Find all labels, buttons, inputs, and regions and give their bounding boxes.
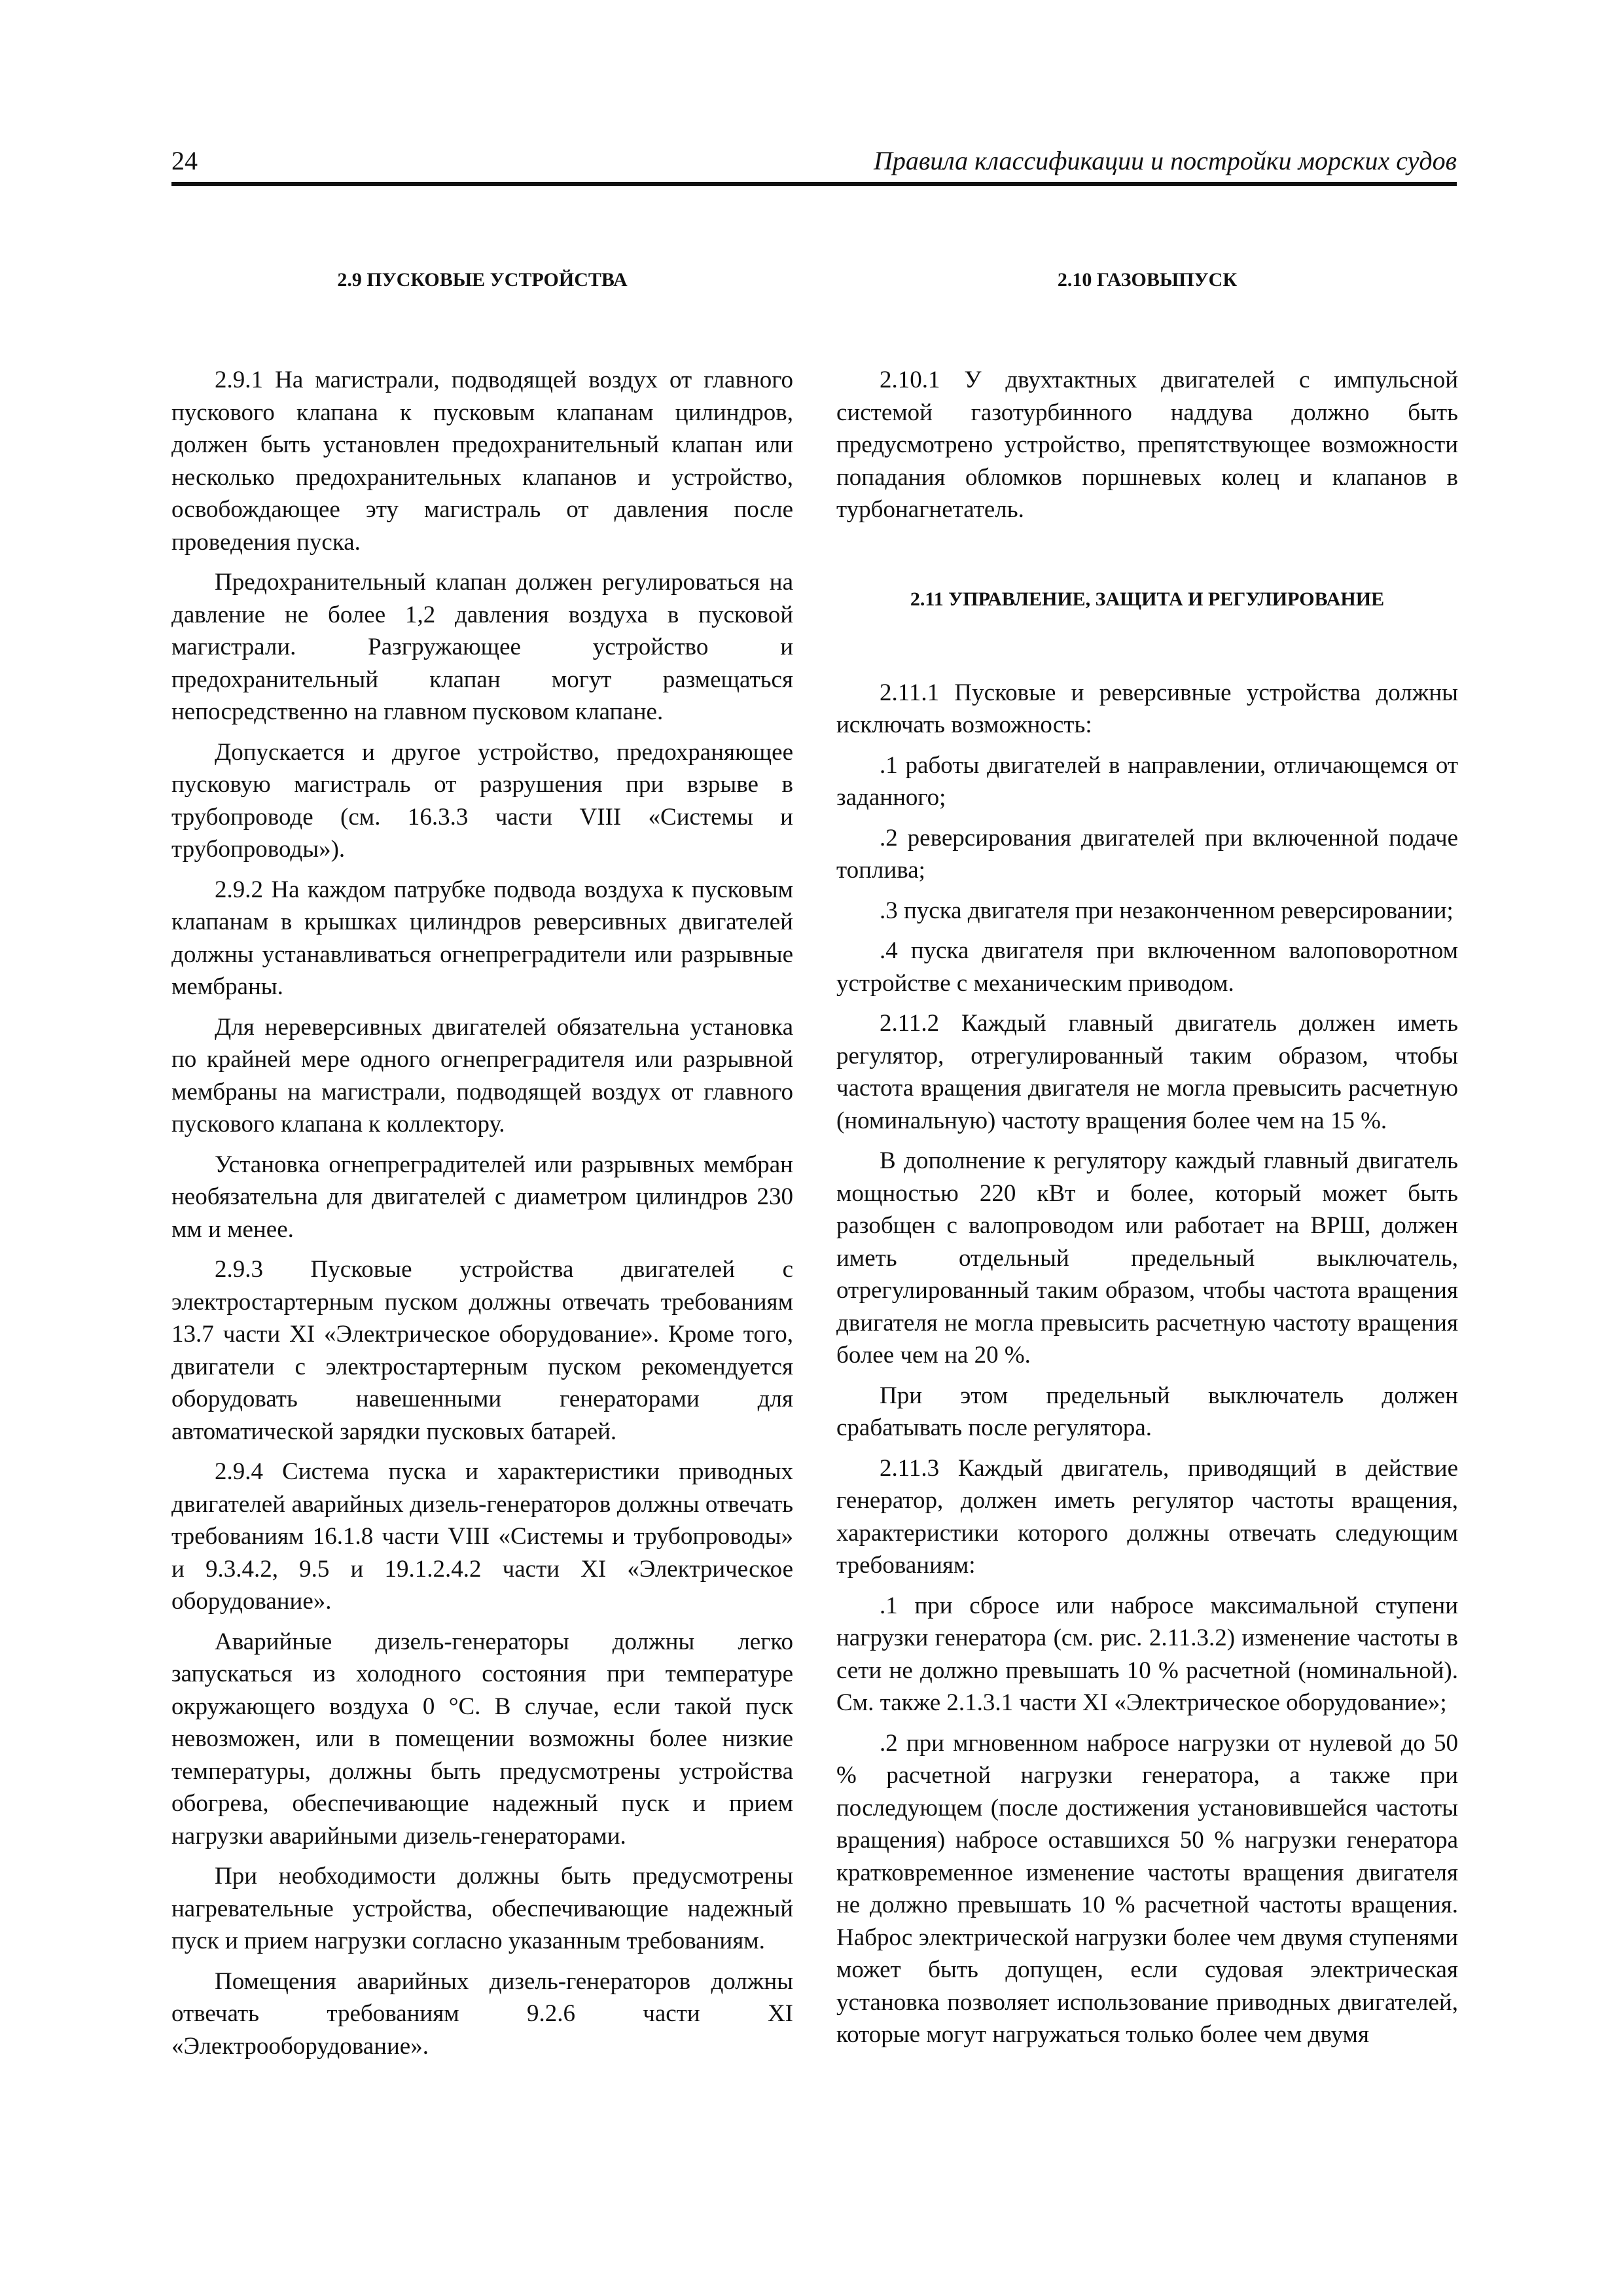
section-title-2-10: 2.10 ГАЗОВЫПУСК — [1057, 269, 1238, 291]
list-item: .4 пуска двигателя при включенном валоповоротном устройстве с механическим приводом. — [836, 937, 1458, 997]
right-column — [836, 262, 1458, 2059]
paragraph: Установка огнепреградителей или разрывных мембран необязательна для двигателей с диаметром цилиндров 230 мм и менее. — [171, 1151, 793, 1243]
paragraph: 2.11.1 Пусковые и реверсивные устройства должны исключать возможность: — [836, 679, 1458, 738]
page-number: 24 — [171, 146, 198, 175]
paragraph: 2.9.1 На магистрали, подводящей воздух от главного пускового клапана к пусковым клапанам цилиндров, должен быть установлен предохранительный клапан или несколько предохранительных клапанов и устройство, освобождающее эту магистраль от давления после проведения пуска. — [171, 367, 793, 556]
paragraph: При этом предельный выключатель должен срабатывать после регулятора. — [836, 1382, 1458, 1441]
paragraph: Аварийные дизель-генераторы должны легко запускаться из холодного состояния при температуре окружающего воздуха 0 °С. В случае, если такой пуск невозможен, или в помещении возможны более низкие температуры, должны быть предусмотрены устройства обогрева, обеспечивающие надежный пуск и прием нагрузки аварийными дизель-генераторами. — [171, 1628, 793, 1850]
paragraph: Помещения аварийных дизель-генераторов должны отвечать требованиям 9.2.6 части XI «Электрооборудование». — [171, 1967, 793, 2060]
page-header — [171, 145, 1457, 186]
list-item: .2 при мгновенном набросе нагрузки от нулевой до 50 % расчетной нагрузки генератора, а также при последующем (после достижения установившейся частоты вращения) набросе оставшихся 50 % нагрузки генератора кратковременное изменение частоты вращения двигателя не должно превышать 10 % расчетной частоты вращения. Наброс электрической нагрузки более чем двумя ступенями может быть допущен, если судовая электрическая установка позволяет использование приводных двигателей, которые могут нагружаться только более чем двумя — [836, 1729, 1458, 2048]
paragraph: 2.10.1 У двухтактных двигателей с импульсной системой газотурбинного наддува должно быть предусмотрено устройство, препятствующее возможности попадания обломков поршневых колец и клапанов в турбонагнетатель. — [836, 367, 1458, 523]
list-item: .1 при сбросе или набросе максимальной ступени нагрузки генератора (см. рис. 2.11.3.2) изменение частоты в сети не должно превышать 10 % расчетной (номинальной). См. также 2.1.3.1 части XI «Электрическое оборудование»; — [836, 1592, 1458, 1716]
section-title-2-11: 2.11 УПРАВЛЕНИЕ, ЗАЩИТА И РЕГУЛИРОВАНИЕ — [910, 588, 1385, 610]
paragraph: 2.11.3 Каждый двигатель, приводящий в действие генератор, должен иметь регулятор частоты вращения, характеристики которого должны отвечать следующим требованиям: — [836, 1454, 1458, 1579]
list-item: .2 реверсирования двигателей при включенной подаче топлива; — [836, 824, 1458, 884]
paragraph: 2.9.2 На каждом патрубке подвода воздуха к пусковым клапанам в крышках цилиндров реверсивных двигателей должны устанавливаться огнепреградители или разрывные мембраны. — [171, 876, 793, 1000]
left-column — [171, 262, 793, 2070]
paragraph: 2.9.3 Пусковые устройства двигателей с электростартерным пуском должны отвечать требованиям 13.7 части XI «Электрическое оборудование». Кроме того, двигатели с электростартерным пуском рекомендуется оборудовать навешенными генераторами для автоматической зарядки пусковых батарей. — [171, 1256, 793, 1445]
paragraph: 2.11.2 Каждый главный двигатель должен иметь регулятор, отрегулированный таким образом, чтобы частота вращения двигателя не могла превысить расчетную (номинальную) частоту вращения более чем на 15 %. — [836, 1010, 1458, 1134]
running-title: Правила классификации и постройки морских судов — [873, 146, 1457, 175]
paragraph: Допускается и другое устройство, предохраняющее пусковую магистраль от разрушения при взрыве в трубопроводе (см. 16.3.3 части VIII «Системы и трубопроводы»). — [171, 738, 793, 863]
list-item: .3 пуска двигателя при незаконченном реверсировании; — [880, 897, 1454, 924]
paragraph: При необходимости должны быть предусмотрены нагревательные устройства, обеспечивающие надежный пуск и прием нагрузки согласно указанным требованиям. — [171, 1863, 793, 1954]
paragraph: Предохранительный клапан должен регулироваться на давление не более 1,2 давления воздуха в пусковой магистрали. Разгружающее устройство и предохранительный клапан могут размещаться непосредственно на главном пусковом клапане. — [171, 569, 793, 725]
list-item: .1 работы двигателей в направлении, отличающемся от заданного; — [836, 751, 1458, 811]
paragraph: 2.9.4 Система пуска и характеристики приводных двигателей аварийных дизель-генераторов должны отвечать требованиям 16.1.8 части VIII «Системы и трубопроводы» и 9.3.4.2, 9.5 и 19.1.2.4.2 части XI «Электрическое оборудование». — [171, 1458, 793, 1615]
paragraph: Для нереверсивных двигателей обязательна установка по крайней мере одного огнепреградителя или разрывной мембраны на магистрали, подводящей воздух от главного пускового клапана к коллектору. — [171, 1013, 793, 1138]
paragraph: В дополнение к регулятору каждый главный двигатель мощностью 220 кВт и более, который может быть разобщен с валопроводом или работает на ВРШ, должен иметь отдельный предельный выключатель, отрегулированный таким образом, чтобы частота вращения двигателя не могла превысить расчетную частоту вращения более чем на 20 %. — [836, 1147, 1458, 1369]
section-title-2-9: 2.9 ПУСКОВЫЕ УСТРОЙСТВА — [337, 269, 628, 291]
